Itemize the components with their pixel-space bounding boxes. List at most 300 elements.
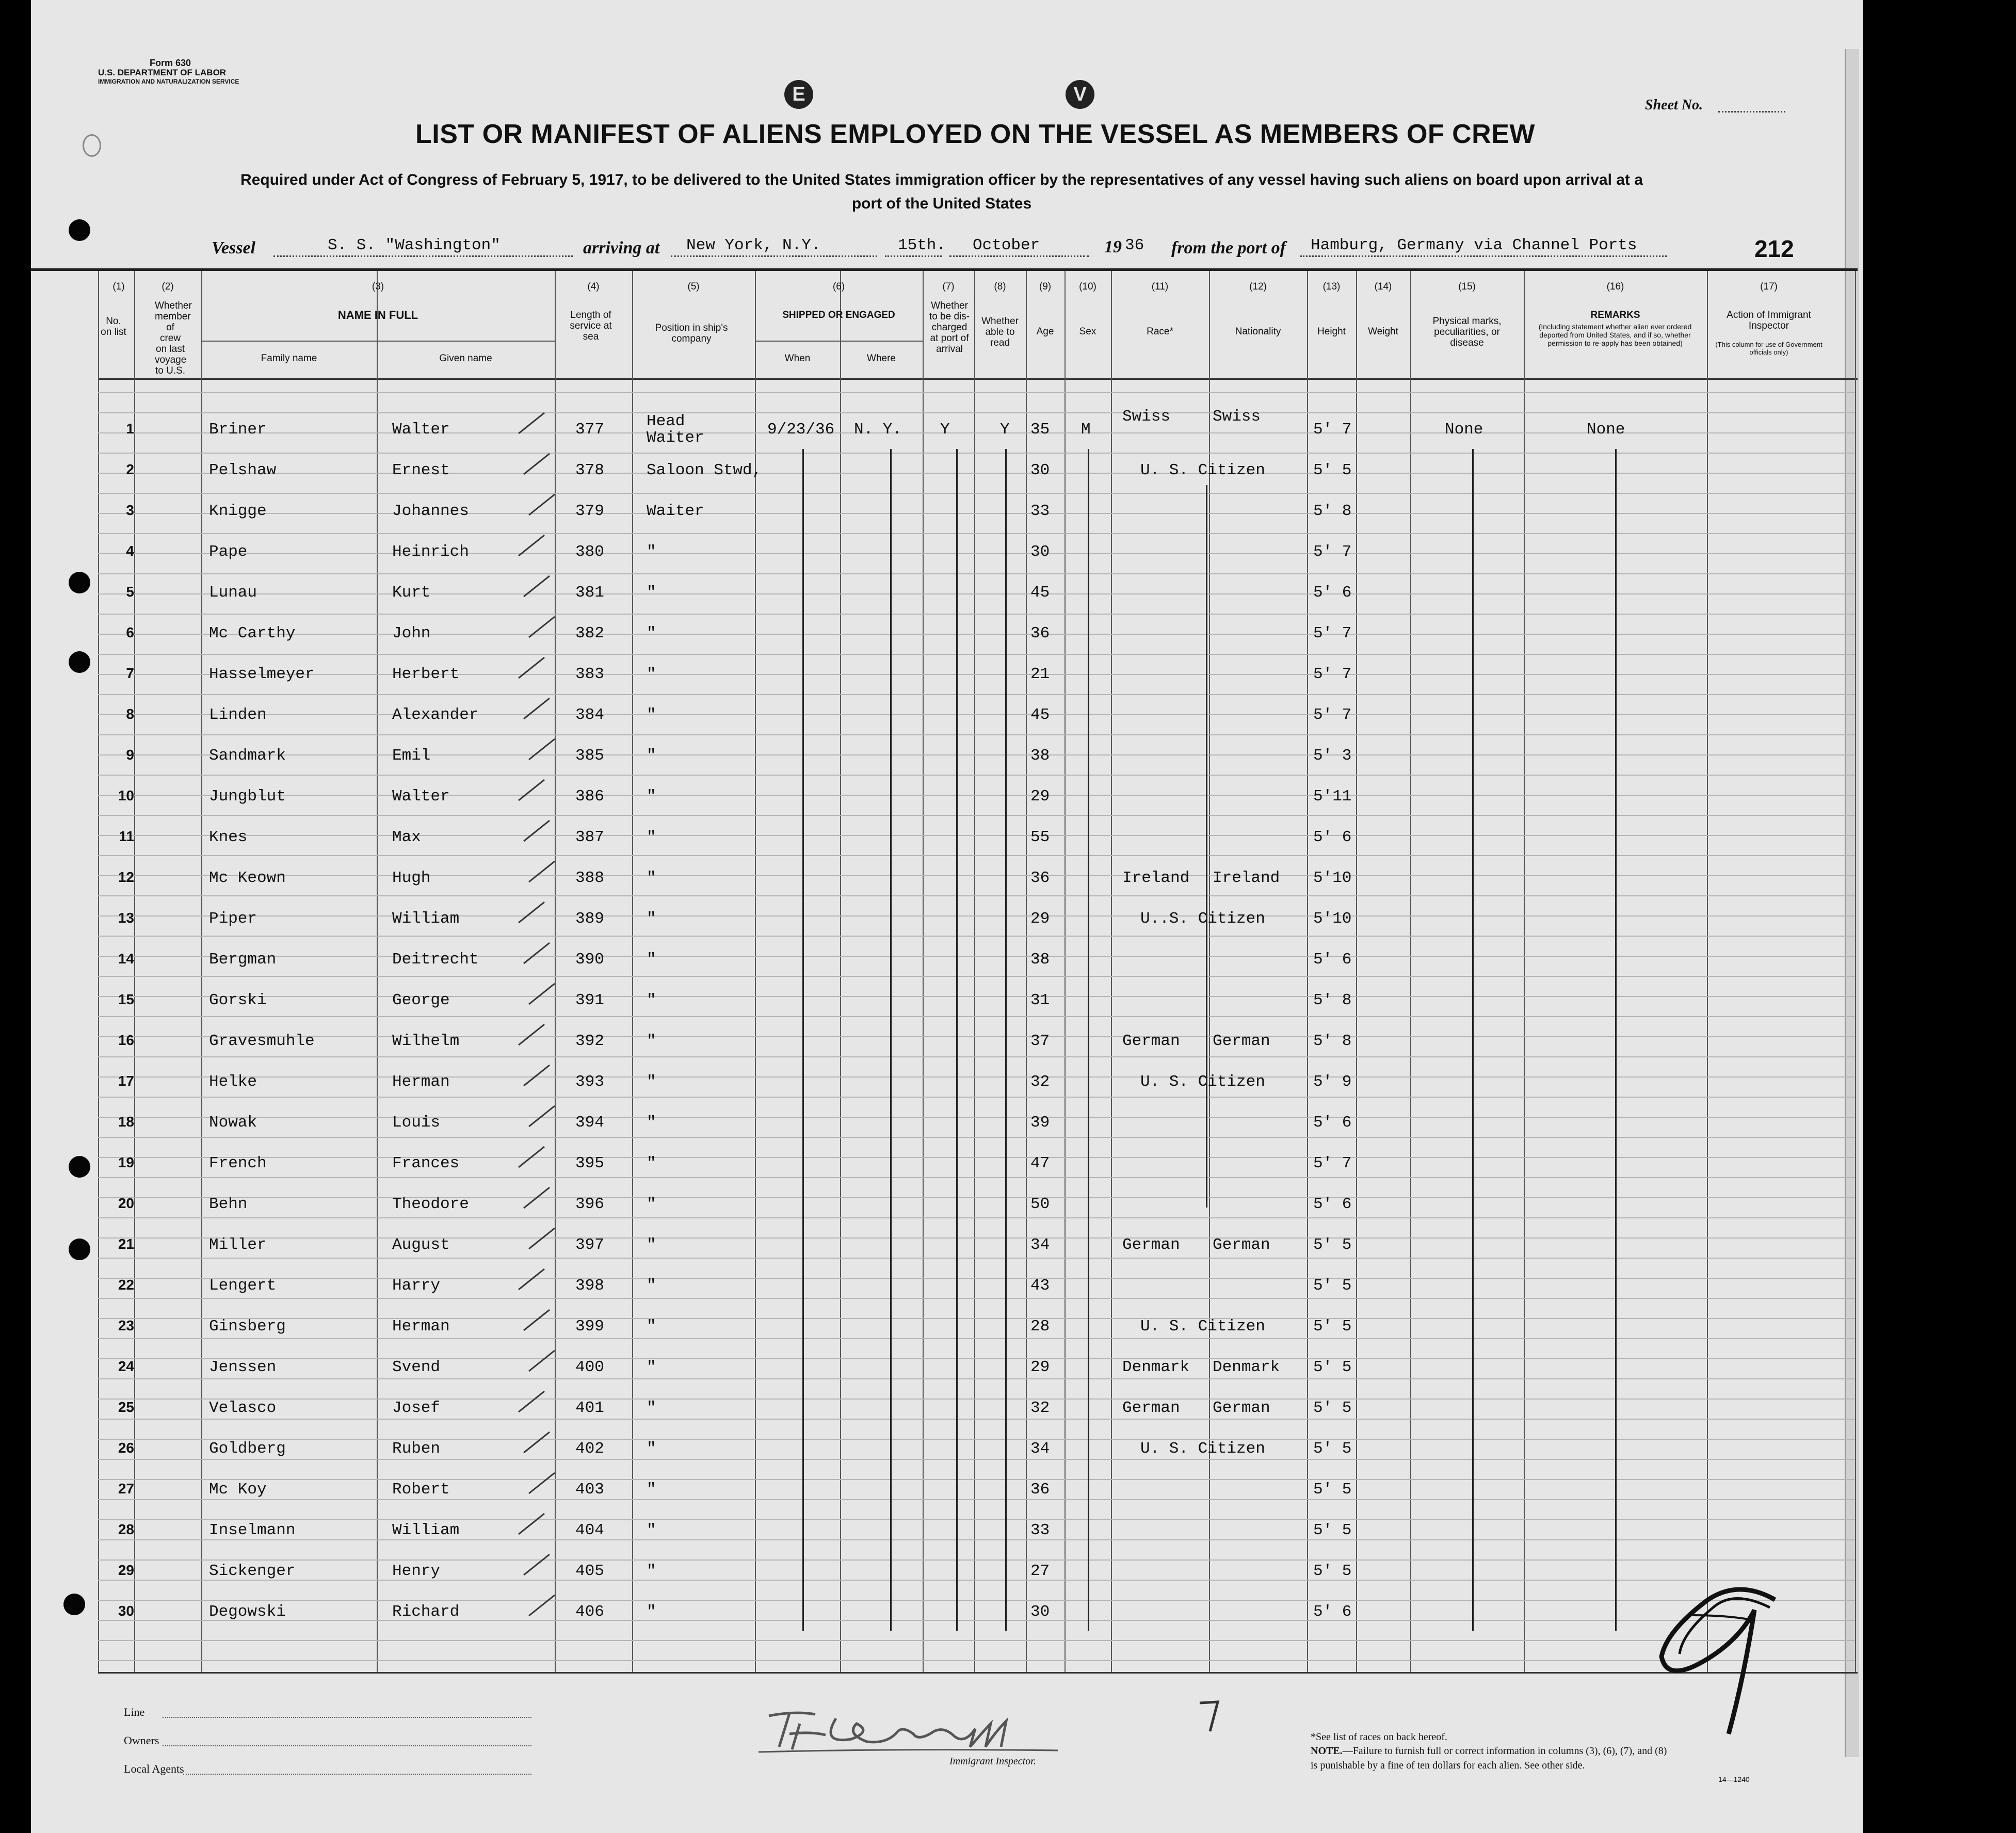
row-given: Frances [392, 1154, 460, 1172]
row-race: U. S. Citizen [1140, 1073, 1265, 1091]
check-tick-icon [526, 1593, 557, 1618]
year-suffix: 36 [1125, 236, 1144, 254]
row-nationality: Ireland [1213, 869, 1280, 887]
ruled-line [98, 1056, 1855, 1057]
ruled-line [98, 1117, 1855, 1118]
row-height: 5' 5 [1313, 1236, 1352, 1254]
ditto-line-nationality [1206, 485, 1207, 1208]
row-age: 21 [1030, 665, 1050, 683]
check-tick-icon [516, 1511, 547, 1537]
row-given: Ernest [392, 461, 450, 479]
row-read: Y [1000, 421, 1010, 439]
row-no: 30 [118, 1603, 134, 1619]
check-tick-icon [516, 1144, 547, 1170]
col6-header: SHIPPED OR ENGAGED [782, 310, 895, 320]
row-position: " [647, 1195, 656, 1213]
row-age: 55 [1030, 828, 1050, 846]
ruled-line [98, 1640, 1855, 1641]
row-position: " [647, 543, 656, 561]
row-no: 12 [118, 869, 134, 885]
row-family: Mc Carthy [209, 624, 296, 642]
from-port-label: from the port of [1171, 238, 1286, 258]
ruled-line [98, 1338, 1855, 1339]
row-height: 5' 5 [1313, 1317, 1352, 1336]
row-position: " [647, 1032, 656, 1050]
col12-number: (12) [1249, 281, 1267, 292]
row-no: 22 [118, 1277, 134, 1293]
column-divider [1065, 271, 1066, 1672]
row-service: 382 [575, 624, 604, 642]
row-no: 8 [126, 706, 134, 722]
column-divider [1356, 271, 1357, 1672]
col16-subheader: (Including statement whether alien ever ordered deported from United States, and if so, whether permission to re-apply has been obtained) [1538, 323, 1692, 347]
row-race: German [1122, 1032, 1180, 1050]
row-position: " [647, 706, 656, 724]
row-no: 5 [126, 584, 134, 600]
shipped-subdivider [840, 341, 841, 1672]
row-position: Saloon Stwd, [647, 461, 762, 479]
row-service: 393 [575, 1073, 604, 1091]
row-given: Ruben [392, 1440, 441, 1458]
row-age: 31 [1030, 991, 1050, 1009]
ruled-line [98, 1459, 1855, 1460]
column-divider [974, 271, 975, 1672]
row-no: 18 [118, 1114, 134, 1130]
row-service: 383 [575, 665, 604, 683]
row-race: U. S. Citizen [1140, 461, 1265, 479]
col2-header: Whether member of crew on last voyage to U.S. [155, 300, 192, 376]
footer-agents-label: Local Agents [124, 1762, 184, 1775]
col5-number: (5) [687, 281, 700, 292]
row-position: " [647, 1440, 656, 1458]
check-tick-icon [521, 1429, 552, 1455]
row-age: 28 [1030, 1317, 1050, 1336]
row-given: Emil [392, 747, 431, 765]
row-height: 5' 6 [1313, 584, 1352, 602]
row-position: " [647, 991, 656, 1009]
ruled-line [98, 1097, 1855, 1098]
row-family: Pape [209, 543, 248, 561]
row-service: 386 [575, 787, 604, 806]
row-position: " [647, 1521, 656, 1539]
form-code: 14—1240 [1718, 1775, 1750, 1783]
row-service: 379 [575, 502, 604, 520]
row-given: John [392, 624, 431, 642]
row-no: 27 [118, 1481, 134, 1497]
row-no: 7 [126, 665, 134, 681]
ruled-line [98, 754, 1855, 755]
row-height: 5' 6 [1313, 828, 1352, 846]
row-position: " [647, 1277, 656, 1295]
row-height: 5' 6 [1313, 1114, 1352, 1132]
col17-header: Action of Immigrant Inspector [1727, 310, 1811, 331]
row-family: Knigge [209, 502, 267, 520]
check-tick-icon [521, 696, 552, 721]
ruled-line [98, 533, 1855, 534]
row-given: Henry [392, 1562, 441, 1580]
row-service: 390 [575, 951, 604, 969]
row-given: Hugh [392, 869, 431, 887]
ruled-line [98, 1600, 1855, 1601]
row-position: " [647, 624, 656, 642]
ditto-line-read [1005, 449, 1007, 1631]
row-given: Robert [392, 1481, 450, 1499]
row-service: 401 [575, 1399, 604, 1417]
ruled-line [98, 392, 1855, 393]
row-age: 39 [1030, 1114, 1050, 1132]
row-family: Mc Keown [209, 869, 286, 887]
col2-number: (2) [162, 281, 174, 292]
ruled-line [98, 996, 1855, 997]
row-service: 391 [575, 991, 604, 1009]
row-height: 5'10 [1313, 869, 1352, 887]
col14-number: (14) [1374, 281, 1392, 292]
ditto-line-physical [1472, 449, 1474, 1631]
row-no: 28 [118, 1521, 134, 1537]
row-when: 9/23/36 [767, 421, 835, 439]
row-age: 29 [1030, 787, 1050, 806]
col6b-header: Where [867, 353, 896, 364]
row-position: " [647, 1317, 656, 1336]
ruled-line [98, 412, 1855, 413]
row-height: 5' 5 [1313, 1277, 1352, 1295]
check-tick-icon [526, 492, 557, 518]
footer-line-label: Line [124, 1706, 145, 1718]
sheet-number-line [1718, 111, 1785, 112]
col16-number: (16) [1606, 281, 1624, 292]
row-given: Herbert [392, 665, 460, 683]
row-no: 4 [126, 543, 134, 559]
arriving-label: arriving at [583, 238, 660, 258]
row-height: 5' 9 [1313, 1073, 1352, 1091]
stamp-letter-e-text: E [792, 84, 805, 105]
row-service: 387 [575, 828, 604, 846]
col7-header: Whether to be dis-charged at port of arrival [929, 300, 970, 355]
form-subtitle-line2: port of the United States [851, 195, 1032, 212]
row-no: 24 [118, 1358, 134, 1374]
row-where: N. Y. [854, 421, 902, 439]
inspector-label: Immigrant Inspector. [949, 1756, 1036, 1767]
row-no: 29 [118, 1562, 134, 1578]
row-family: Jungblut [209, 787, 286, 806]
ruled-line [98, 634, 1855, 635]
ruled-line [98, 1479, 1855, 1480]
row-family: Knes [209, 828, 248, 846]
ruled-line [98, 895, 1855, 896]
row-service: 384 [575, 706, 604, 724]
col8-header: Whether able to read [981, 316, 1019, 348]
row-height: 5' 5 [1313, 1440, 1352, 1458]
col6a-header: When [784, 353, 811, 364]
row-race: Denmark [1122, 1358, 1190, 1376]
row-age: 27 [1030, 1562, 1050, 1580]
row-height: 5' 5 [1313, 1481, 1352, 1499]
column-divider [1209, 271, 1210, 1672]
col8-number: (8) [994, 281, 1006, 292]
col3b-header: Given name [439, 353, 492, 364]
vessel-name: S. S. "Washington" [328, 236, 501, 254]
row-no: 20 [118, 1195, 134, 1211]
row-position: " [647, 1481, 656, 1499]
ruled-line [98, 674, 1855, 675]
note-label: NOTE. [1311, 1745, 1343, 1757]
row-height: 5' 5 [1313, 1399, 1352, 1417]
row-age: 47 [1030, 1154, 1050, 1172]
row-service: 378 [575, 461, 604, 479]
row-no: 25 [118, 1399, 134, 1415]
check-tick-icon [521, 1307, 552, 1333]
arrival-day: 15th. [898, 236, 946, 254]
row-discharged: Y [940, 421, 950, 439]
row-position: " [647, 787, 656, 806]
row-position: Waiter [647, 502, 704, 520]
binder-hole [69, 651, 90, 673]
row-family: Lunau [209, 584, 257, 602]
footer-agents-dots [183, 1774, 531, 1775]
ruled-line [98, 714, 1855, 715]
row-age: 35 [1030, 421, 1050, 439]
ruled-line [98, 1217, 1855, 1218]
col17-subheader: (This column for use of Government officials only) [1715, 341, 1823, 356]
row-age: 36 [1030, 1481, 1050, 1499]
col1-header: No. on list [101, 316, 126, 337]
row-height: 5' 5 [1313, 1521, 1352, 1539]
col1-number: (1) [112, 281, 125, 292]
check-tick-icon [516, 1022, 547, 1048]
row-family: Sickenger [209, 1562, 296, 1580]
row-family: Bergman [209, 951, 277, 969]
row-no: 6 [126, 624, 134, 640]
ruled-line [98, 473, 1855, 474]
col13-number: (13) [1323, 281, 1341, 292]
arrival-month: October [973, 236, 1040, 254]
row-position: " [647, 1236, 656, 1254]
row-given: George [392, 991, 450, 1009]
row-no: 1 [126, 421, 134, 437]
ruled-line [98, 1157, 1855, 1158]
row-position: " [647, 951, 656, 969]
col16-header: REMARKS [1590, 310, 1640, 320]
ruled-line [98, 775, 1855, 776]
ruled-line [98, 553, 1855, 554]
row-given: Max [392, 828, 421, 846]
row-given: Walter [392, 787, 450, 806]
row-no: 2 [126, 461, 134, 477]
check-tick-icon [516, 533, 547, 558]
subheader-divider-shipped [755, 341, 923, 342]
row-age: 50 [1030, 1195, 1050, 1213]
row-age: 29 [1030, 910, 1050, 928]
ruled-line [98, 1036, 1855, 1037]
check-tick-icon [521, 1552, 552, 1578]
col3a-header: Family name [261, 353, 317, 364]
row-family: Piper [209, 910, 257, 928]
row-position: " [647, 910, 656, 928]
footer-owners-dots [163, 1745, 531, 1746]
row-family: Nowak [209, 1114, 257, 1132]
ruled-line [98, 1519, 1855, 1520]
check-tick-icon [516, 410, 547, 436]
failure-note-line2: is punishable by a fine of ten dollars for each alien. See other side. [1311, 1760, 1585, 1771]
check-tick-icon [521, 940, 552, 966]
department-name: U.S. DEPARTMENT OF LABOR [98, 68, 227, 77]
row-height: 5' 8 [1313, 991, 1352, 1009]
row-height: 5' 6 [1313, 1195, 1352, 1213]
row-family: Hasselmeyer [209, 665, 315, 683]
row-height: 5' 5 [1313, 1562, 1352, 1580]
vessel-label: Vessel [212, 238, 255, 258]
row-height: 5' 8 [1313, 1032, 1352, 1050]
check-tick-icon [526, 1103, 557, 1129]
row-race: U. S. Citizen [1140, 1440, 1265, 1458]
row-height: 5' 8 [1313, 502, 1352, 520]
ruled-line [98, 875, 1855, 876]
row-service: 392 [575, 1032, 604, 1050]
row-given: Herman [392, 1317, 450, 1336]
col12-header: Nationality [1235, 326, 1281, 337]
row-given: Josef [392, 1399, 441, 1417]
ruled-line [98, 1137, 1855, 1138]
col3-header: NAME IN FULL [337, 309, 418, 321]
ditto-line-discharged [956, 449, 958, 1631]
row-age: 32 [1030, 1399, 1050, 1417]
row-height: 5' 7 [1313, 706, 1352, 724]
binder-hole [69, 1156, 90, 1178]
row-family: Gravesmuhle [209, 1032, 315, 1050]
column-divider [134, 271, 135, 1672]
check-tick-icon [526, 614, 557, 640]
row-nationality: Swiss [1213, 408, 1261, 426]
ruled-line [98, 795, 1855, 796]
row-age: 45 [1030, 706, 1050, 724]
row-sex: M [1081, 421, 1091, 439]
row-given: Svend [392, 1358, 441, 1376]
check-tick-icon [521, 1063, 552, 1088]
row-no: 13 [118, 910, 134, 926]
row-service: 395 [575, 1154, 604, 1172]
row-age: 45 [1030, 584, 1050, 602]
column-divider [755, 271, 756, 1672]
ruled-line [98, 1559, 1855, 1561]
col6-number: (6) [832, 281, 845, 292]
col4-header: Length of service at sea [570, 310, 612, 342]
ruled-line [98, 573, 1855, 574]
row-family: Pelshaw [209, 461, 277, 479]
ditto-line-when [802, 449, 804, 1631]
row-age: 30 [1030, 543, 1050, 561]
row-height: 5' 3 [1313, 747, 1352, 765]
ruled-line [98, 493, 1855, 494]
column-divider [377, 271, 378, 1672]
handwritten-mark [1197, 1698, 1223, 1734]
row-no: 26 [118, 1440, 134, 1456]
row-race: German [1122, 1236, 1180, 1254]
ruled-line [98, 1318, 1855, 1319]
row-service: 405 [575, 1562, 604, 1580]
row-position: " [647, 584, 656, 602]
row-age: 36 [1030, 624, 1050, 642]
row-given: William [392, 910, 460, 928]
ruled-line [98, 734, 1855, 735]
ditto-line-sex [1088, 449, 1089, 1631]
row-no: 10 [118, 787, 134, 803]
row-nationality: German [1213, 1032, 1270, 1050]
footer-owners-label: Owners [124, 1734, 159, 1747]
row-age: 38 [1030, 951, 1050, 969]
failure-note [1311, 1745, 1667, 1757]
ruled-line [98, 1620, 1855, 1621]
row-no: 21 [118, 1236, 134, 1252]
row-age: 30 [1030, 461, 1050, 479]
races-note: *See list of races on back hereof. [1311, 1731, 1447, 1743]
row-given: Kurt [392, 584, 431, 602]
handwritten-sheet-number-value: 9 [1785, 1730, 1791, 1742]
ruled-line [98, 593, 1855, 594]
row-service: 404 [575, 1521, 604, 1539]
check-tick-icon [516, 899, 547, 925]
ruled-line [98, 513, 1855, 514]
ruled-line [98, 1076, 1855, 1078]
ruled-line [98, 453, 1855, 454]
row-family: Ginsberg [209, 1317, 286, 1336]
row-age: 30 [1030, 1603, 1050, 1621]
row-given: William [392, 1521, 460, 1539]
ruled-line [98, 1499, 1855, 1500]
row-family: Sandmark [209, 747, 286, 765]
row-given: Deitrecht [392, 951, 479, 969]
ruled-line [98, 614, 1855, 615]
row-position: " [647, 828, 656, 846]
row-nationality: Denmark [1213, 1358, 1280, 1376]
row-height: 5'11 [1313, 787, 1352, 806]
arriving-line-dots [671, 255, 877, 257]
stamp-letter-v [1066, 80, 1094, 109]
binder-hole [69, 572, 90, 593]
ruled-line [98, 855, 1855, 856]
table-header-bottom-border [98, 378, 1858, 380]
row-position: " [647, 1154, 656, 1172]
col9-number: (9) [1039, 281, 1052, 292]
check-tick-icon [526, 1470, 557, 1496]
row-age: 43 [1030, 1277, 1050, 1295]
row-service: 389 [575, 910, 604, 928]
row-nationality: German [1213, 1399, 1270, 1417]
row-position: " [647, 1603, 656, 1621]
ruled-line [98, 1197, 1855, 1198]
row-height: 5' 6 [1313, 951, 1352, 969]
stamp-letter-e [784, 80, 813, 109]
row-age: 32 [1030, 1073, 1050, 1091]
row-race: U..S. Citizen [1140, 910, 1265, 928]
row-no: 17 [118, 1073, 134, 1089]
row-no: 11 [119, 828, 134, 844]
ruled-line [98, 1398, 1855, 1400]
ruled-line [98, 694, 1855, 695]
row-age: 37 [1030, 1032, 1050, 1050]
inspector-signature [748, 1703, 1068, 1760]
row-no: 19 [118, 1154, 134, 1170]
row-height: 5' 7 [1313, 543, 1352, 561]
table-top-border [31, 268, 1858, 271]
form-title: LIST OR MANIFEST OF ALIENS EMPLOYED ON THE VESSEL AS MEMBERS OF CREW [415, 119, 1535, 149]
row-service: 396 [575, 1195, 604, 1213]
column-divider [1026, 271, 1027, 1672]
col10-number: (10) [1079, 281, 1096, 292]
note-text: —Failure to furnish full or correct information in columns (3), (6), (7), and (8) [1342, 1745, 1667, 1757]
row-family: Inselmann [209, 1521, 296, 1539]
row-given: Herman [392, 1073, 450, 1091]
month-line-dots [949, 255, 1089, 257]
